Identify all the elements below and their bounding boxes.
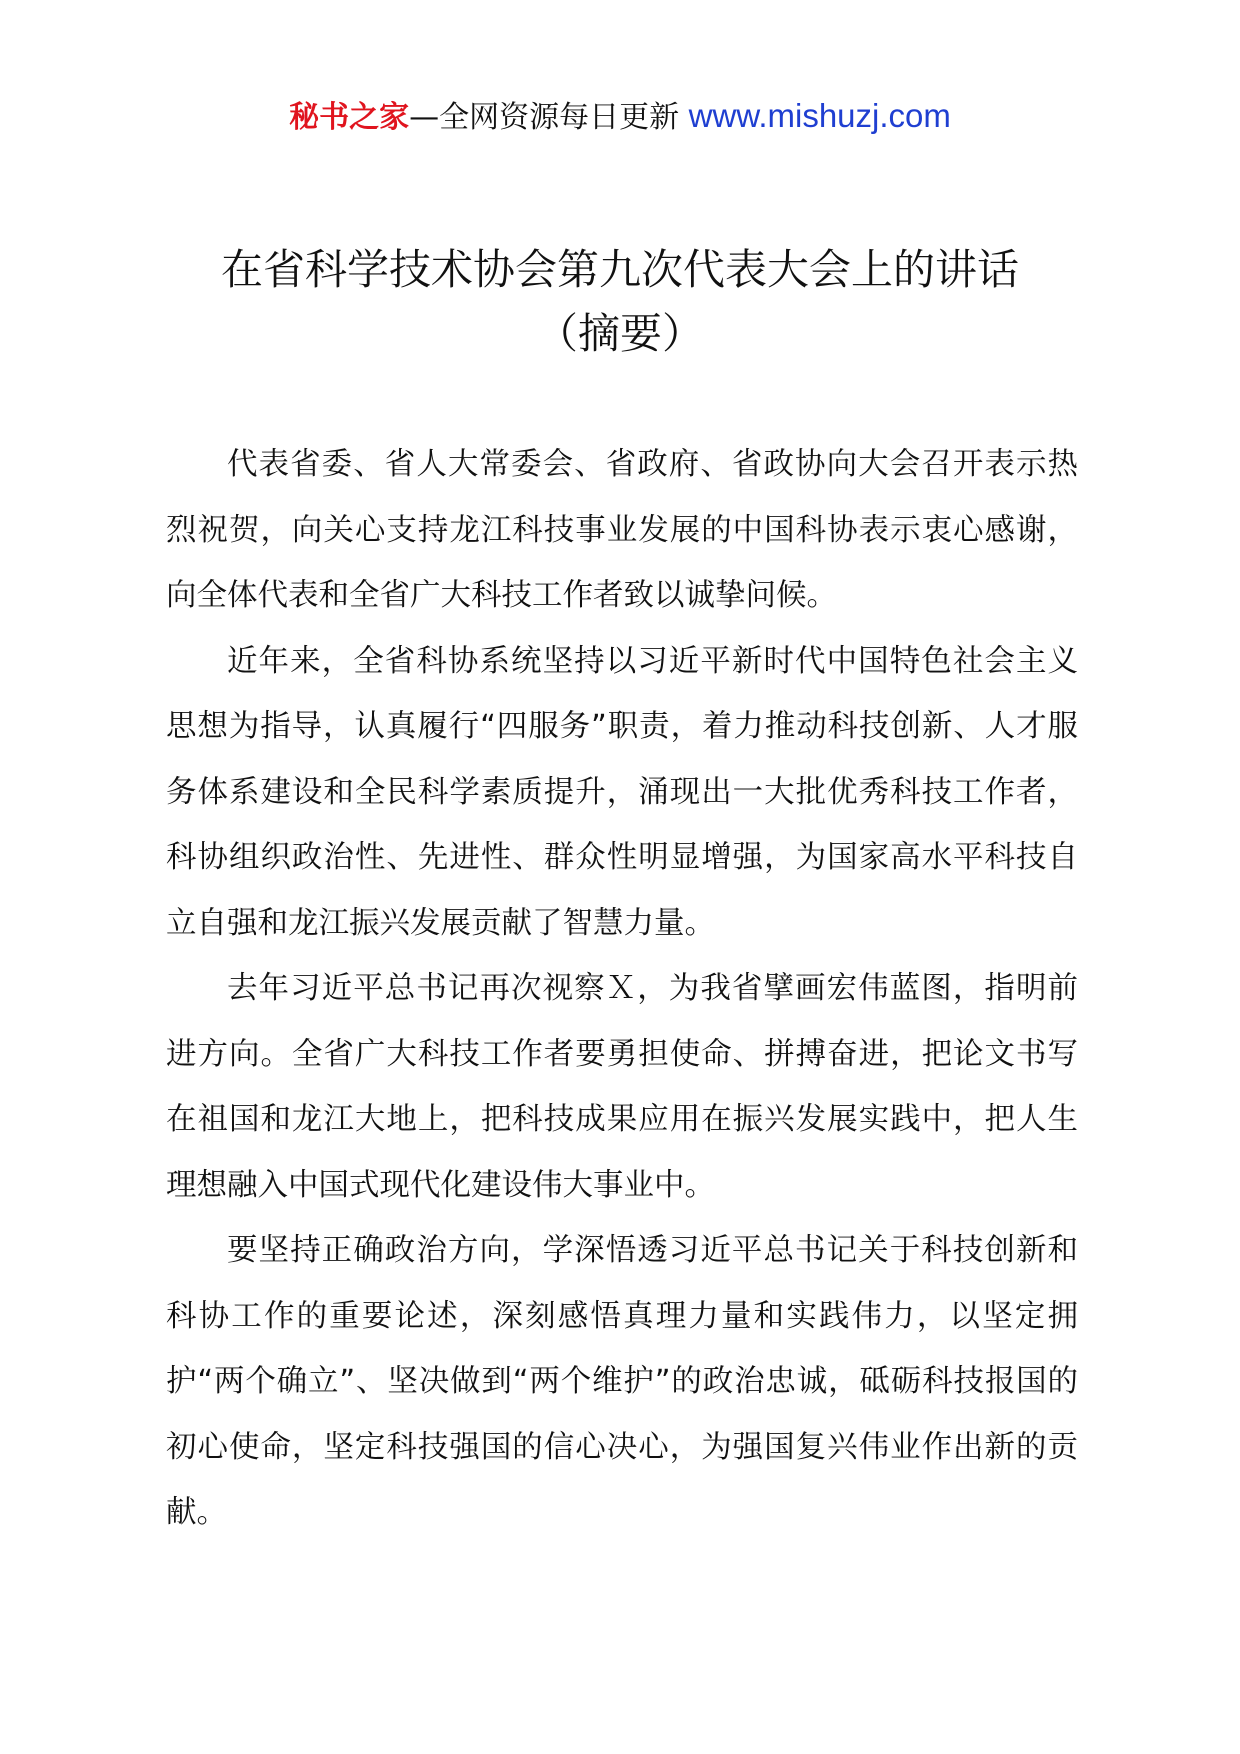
- document-body: [166, 432, 1078, 1546]
- paragraph-2: 近年来，全省科协系统坚持以习近平新时代中国特色社会主义思想为指导，认真履行“四服务”职责，着力推动科技创新、人才服务体系建设和全民科学素质提升，涌现出一大批优秀科技工作者，科协组织政治性、先进性、群众性明显增强，为国家高水平科技自立自强和龙江振兴发展贡献了智慧力量。: [166, 643, 1078, 941]
- title-subtitle: （摘要）: [535, 309, 704, 358]
- site-url-link[interactable]: www.mishuzj.com: [688, 97, 951, 134]
- site-tagline: —全网资源每日更新: [409, 100, 680, 135]
- paragraph-1: 代表省委、省人大常委会、省政府、省政协向大会召开表示热烈祝贺，向关心支持龙江科技事业发展的中国科协表示衷心感谢，向全体代表和全省广大科技工作者致以诚挚问候。: [166, 447, 1078, 613]
- document-title: [0, 238, 1240, 366]
- paragraph-4: 要坚持正确政治方向，学深悟透习近平总书记关于科技创新和科协工作的重要论述，深刻感悟真理力量和实践伟力，以坚定拥护“两个确立”、坚决做到“两个维护”的政治忠诚，砥砺科技报国的初心使命，坚定科技强国的信心决心，为强国复兴伟业作出新的贡献。: [166, 1233, 1078, 1530]
- site-brand: 秘书之家: [289, 100, 410, 135]
- site-header: [0, 96, 1240, 138]
- paragraph-3: 去年习近平总书记再次视察Ｘ，为我省擘画宏伟蓝图，指明前进方向。全省广大科技工作者要勇担使命、拼搏奋进，把论文书写在祖国和龙江大地上，把科技成果应用在振兴发展实践中，把人生理想融入中国式现代化建设伟大事业中。: [166, 971, 1078, 1203]
- title-main: 在省科学技术协会第九次代表大会上的讲话: [220, 245, 1019, 294]
